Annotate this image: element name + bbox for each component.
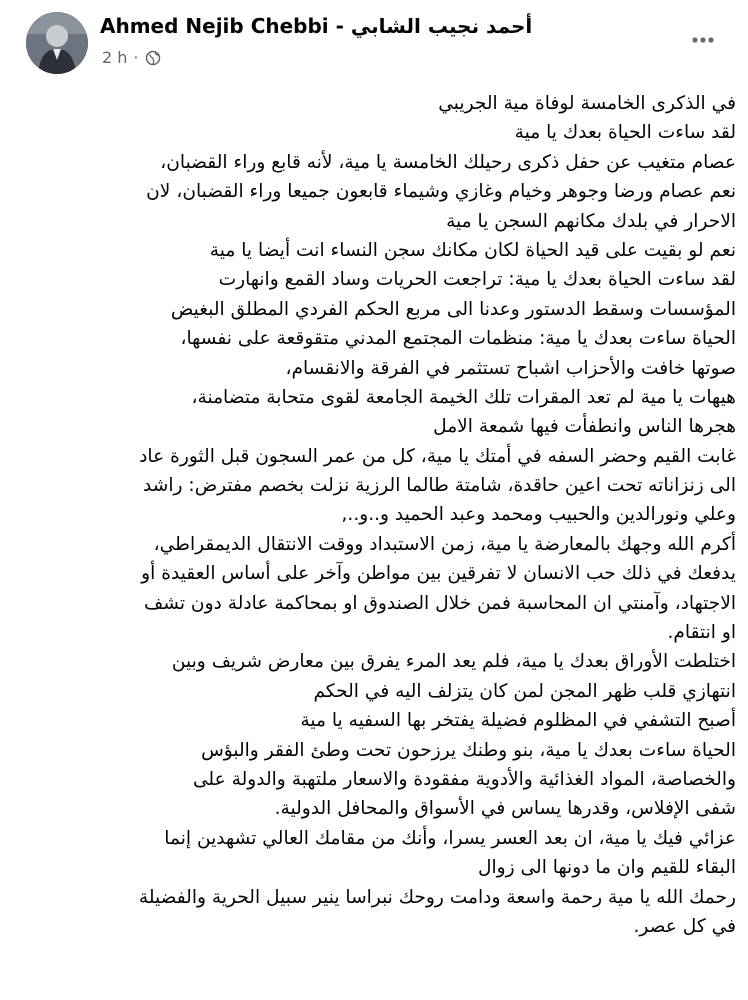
post-body-line: غابت القيم وحضر السفه في أمتك يا مية، كل من عمر السجون قبل الثورة عاد bbox=[139, 445, 736, 467]
post-body-line: او انتقام. bbox=[667, 622, 736, 644]
post-meta bbox=[102, 48, 161, 67]
post-body-line: لقد ساءت الحياة بعدك يا مية bbox=[514, 122, 736, 144]
meta-separator: · bbox=[133, 48, 139, 67]
post-body-line: يدفعك في ذلك حب الانسان لا تفرقين بين مواطن وآخر على أساس العقيدة أو bbox=[141, 563, 736, 585]
post-body-line: رحمك الله يا مية رحمة واسعة ودامت روحك نبراسا ينير سبيل الحرية والفضيلة bbox=[138, 886, 736, 908]
more-horizontal-icon bbox=[691, 36, 715, 44]
post-body-line: البقاء للقيم وان ما دونها الى زوال bbox=[478, 857, 736, 879]
avatar[interactable] bbox=[26, 12, 88, 74]
post-body-line: عصام متغيب عن حفل ذكرى رحيلك الخامسة يا مية، لأنه قابع وراء القضبان، bbox=[160, 151, 736, 173]
avatar-photo bbox=[26, 12, 88, 74]
post-body-line: صوتها خافت والأحزاب اشباح تستثمر في الفرقة والانقسام، bbox=[285, 357, 736, 379]
post-body-line: نعم عصام ورضا وجوهر وخيام وغازي وشيماء قابعون جميعا وراء القضبان، لان bbox=[146, 181, 736, 203]
post-body-line: هجرها الناس وانطفأت فيها شمعة الامل bbox=[433, 416, 736, 438]
post-body bbox=[20, 89, 736, 941]
post-body-line: في الذكرى الخامسة لوفاة مية الجريبي bbox=[438, 93, 736, 114]
post-body-line: الاجتهاد، وآمنتي ان المحاسبة فمن خلال الصندوق او بمحاكمة عادلة دون تشف bbox=[144, 592, 736, 614]
post-body-line: هيهات يا مية لم تعد المقرات تلك الخيمة الجامعة لقوى متحابة متضامنة، bbox=[191, 386, 736, 408]
post-body-line: والخصاصة، المواد الغذائية والأدوية مفقودة والاسعار ملتهبة والدولة على bbox=[192, 768, 736, 790]
post-body-line: أكرم الله وجهك بالمعارضة يا مية، زمن الاستبداد ووقت الانتقال الديمقراطي، bbox=[153, 533, 736, 555]
post-body-line: الحياة ساءت بعدك يا مية، بنو وطنك يرزحون تحت وطئ الفقر والبؤس bbox=[201, 739, 736, 761]
post-body-line: الحياة ساءت بعدك يا مية: منظمات المجتمع المدني متقوقعة على نفسها، bbox=[180, 328, 736, 350]
post-body-line: اختلطت الأوراق بعدك يا مية، فلم يعد المرء يفرق بين معارض شريف وبين bbox=[171, 651, 736, 673]
post-body-line: المؤسسات وسقط الدستور وعدنا الى مربع الحكم الفردي المطلق البغيض bbox=[170, 298, 736, 320]
author-name[interactable]: Ahmed Nejib Chebbi - أحمد نجيب الشابي bbox=[100, 14, 533, 38]
post-body-line: وعلي ونورالدين والحبيب ومحمد وعبد الحميد و..و.., bbox=[341, 504, 736, 526]
post-body-line: نعم لو بقيت على قيد الحياة لكان مكانك سجن النساء انت أيضا يا مية bbox=[209, 239, 736, 261]
post-body-line: انتهازي قلب ظهر المجن لمن كان يتزلف اليه في الحكم bbox=[313, 680, 736, 702]
post-header bbox=[0, 0, 748, 84]
post-body-line: شفى الإفلاس، وقدرها يساس في الأسواق والمحافل الدولية. bbox=[274, 798, 736, 820]
globe-icon[interactable] bbox=[145, 50, 161, 66]
post-body-line: في كل عصر. bbox=[633, 915, 736, 937]
post-body-line: لقد ساءت الحياة بعدك يا مية: تراجعت الحريات وساد القمع وانهارت bbox=[218, 269, 736, 291]
post-body-line: أصبح التشفي في المظلوم فضيلة يفتخر بها السفيه يا مية bbox=[300, 710, 736, 732]
post-body-line: الى زنزاناته تحت اعين حاقدة، شامتة طالما الرزية نزلت بخصم مفترض: راشد bbox=[143, 475, 736, 497]
more-options-button[interactable] bbox=[683, 25, 723, 55]
post-body-line: الاحرار في بلدك مكانهم السجن يا مية bbox=[446, 210, 736, 232]
post-time[interactable]: 2 h bbox=[102, 48, 128, 67]
post-body-line: عزائي فيك يا مية، ان بعد العسر يسرا، وأنك من مقامك العالي تشهدين إنما bbox=[164, 827, 736, 849]
